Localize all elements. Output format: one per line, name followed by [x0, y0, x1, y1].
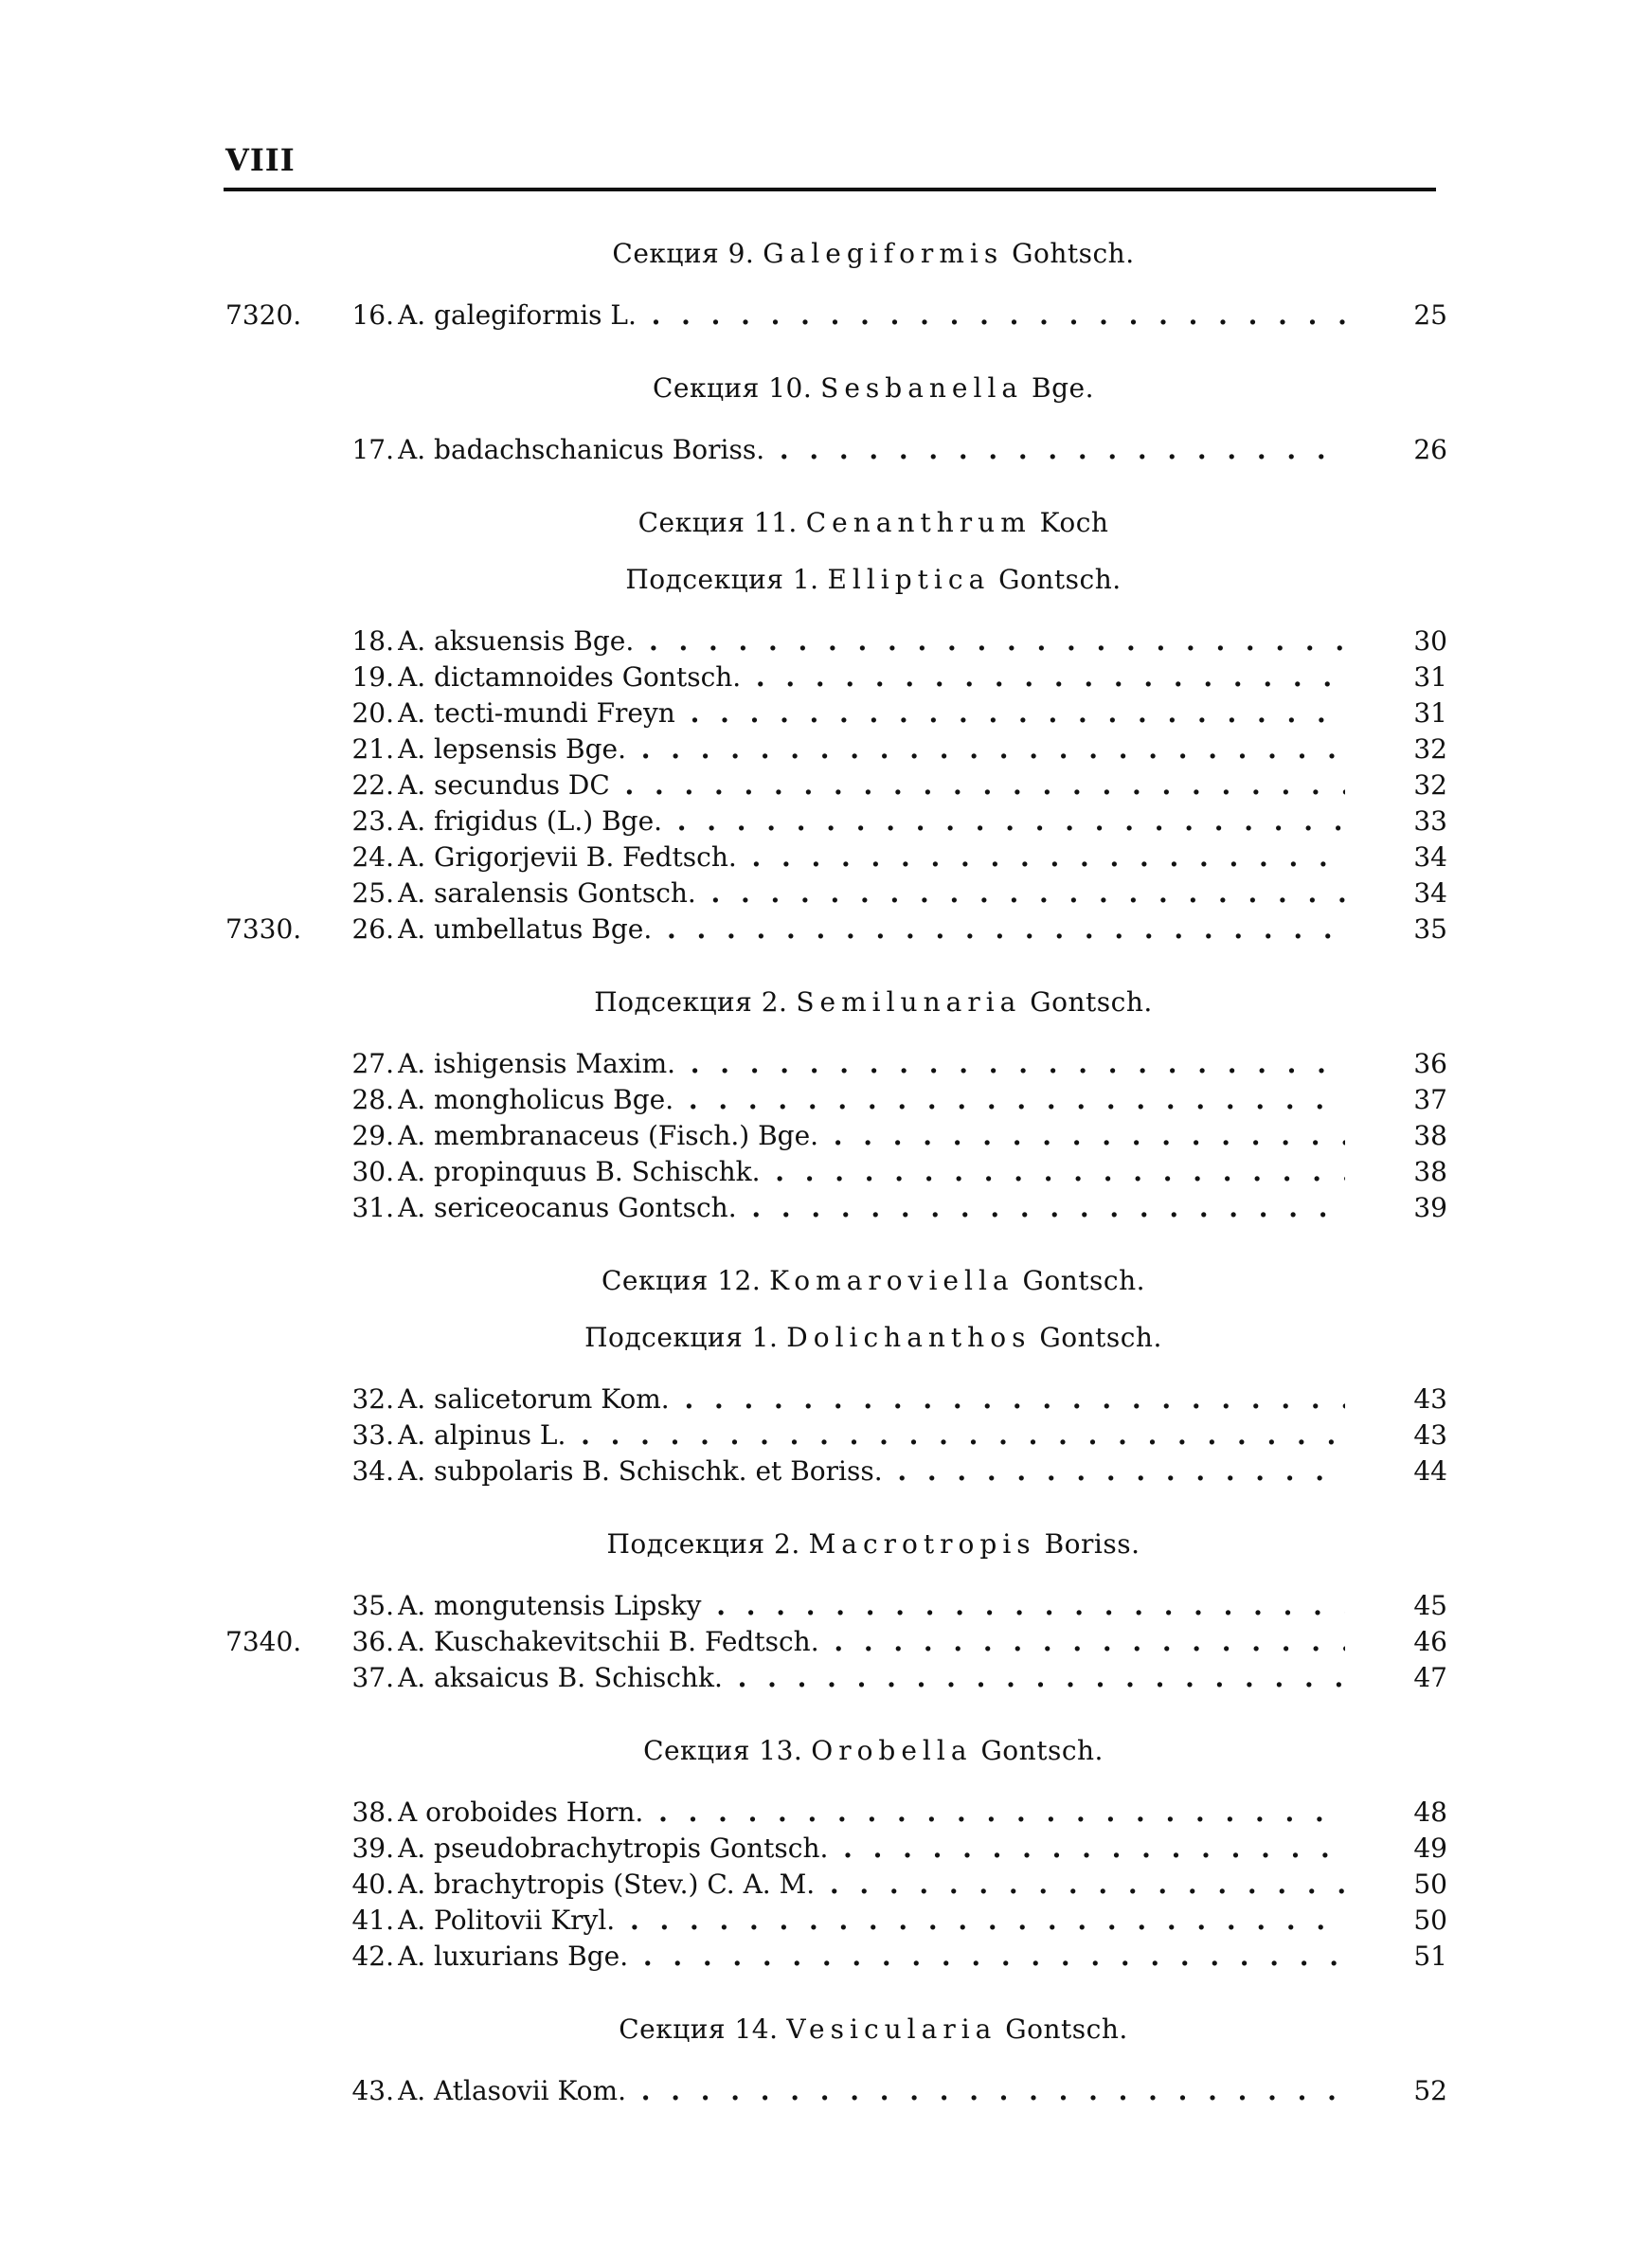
species-name: A. membranaceus (Fisch.) Bge. . . . [398, 1118, 1345, 1154]
section-label: Подсекция 2. [594, 986, 788, 1018]
toc-entry [0, 1795, 1652, 1831]
page-number: VIII [225, 142, 296, 178]
section-heading [47, 1309, 1652, 1366]
section-heading [47, 226, 1652, 282]
page-reference: 25 [1383, 298, 1447, 334]
page-reference: 46 [1383, 1624, 1447, 1660]
toc-entry [0, 1624, 1652, 1660]
entry-number: 39. [351, 1833, 394, 1864]
entry-number: 41. [351, 1905, 394, 1936]
section-heading [47, 974, 1652, 1031]
page-reference: 35 [1383, 912, 1447, 948]
toc-entry [0, 731, 1652, 767]
toc-entry [0, 695, 1652, 731]
page-reference: 37 [1383, 1082, 1447, 1118]
section-heading [47, 1253, 1652, 1309]
entry-number: 28. [351, 1084, 394, 1115]
toc-entry [0, 1903, 1652, 1939]
toc-entry [0, 912, 1652, 948]
page-reference: 50 [1383, 1867, 1447, 1903]
section-heading [47, 360, 1652, 417]
toc-entry [0, 1154, 1652, 1190]
entry-number: 35. [351, 1590, 394, 1621]
entry-number: 34. [351, 1455, 394, 1487]
toc-entry [0, 298, 1652, 334]
top-rule [224, 188, 1436, 191]
line-number: 7330. [225, 913, 302, 945]
entry-number: 36. [351, 1626, 394, 1657]
entry-number: 23. [351, 805, 394, 837]
page-reference: 47 [1383, 1660, 1447, 1696]
species-name: A oroboides Horn. . . . [398, 1795, 1345, 1831]
toc-entry [0, 1046, 1652, 1082]
species-name: A. saralensis Gontsch. . . . [398, 876, 1345, 912]
section-name: Semilunaria [796, 986, 1022, 1018]
entry-number: 31. [351, 1192, 394, 1223]
section-author: Gontsch. [1039, 1322, 1162, 1353]
page-reference: 33 [1383, 803, 1447, 840]
toc-entry [0, 2073, 1652, 2109]
species-name: A. dictamnoides Gontsch. . . . [398, 659, 1345, 695]
section-label: Подсекция 2. [606, 1528, 800, 1560]
page-reference: 34 [1383, 840, 1447, 876]
entry-number: 24. [351, 841, 394, 873]
toc-entry [0, 1082, 1652, 1118]
species-name: A. ishigensis Maxim. . . . [398, 1046, 1345, 1082]
section-label: Подсекция 1. [625, 564, 819, 595]
species-name: A. Atlasovii Kom. . . . [398, 2073, 1345, 2109]
section-label: Секция 9. [612, 238, 755, 269]
toc-entry [0, 1831, 1652, 1867]
species-name: A. Grigorjevii B. Fedtsch. . . . [398, 840, 1345, 876]
section-name: Komaroviella [769, 1265, 1015, 1296]
section-heading [47, 551, 1652, 608]
line-number: 7320. [225, 299, 302, 331]
section-name: Vesicularia [786, 2013, 997, 2045]
section-name: Galegiformis [763, 238, 1004, 269]
species-name: A. subpolaris B. Schischk. et Boriss. . . . [398, 1454, 1345, 1490]
page-reference: 32 [1383, 767, 1447, 803]
section-name: Dolichanthos [786, 1322, 1032, 1353]
section-label: Секция 14. [619, 2013, 779, 2045]
species-name: A. luxurians Bge. . . . [398, 1939, 1345, 1975]
toc-entry [0, 1660, 1652, 1696]
toc-entry [0, 432, 1652, 468]
page-reference: 45 [1383, 1588, 1447, 1624]
page-reference: 44 [1383, 1454, 1447, 1490]
section-label: Подсекция 1. [584, 1322, 779, 1353]
section-heading [47, 1723, 1652, 1779]
toc-entry [0, 623, 1652, 659]
species-name: A. salicetorum Kom. . . . [398, 1381, 1345, 1417]
species-name: A. propinquus B. Schischk. . . . [398, 1154, 1345, 1190]
entry-number: 22. [351, 769, 394, 801]
page-reference: 26 [1383, 432, 1447, 468]
entry-number: 38. [351, 1797, 394, 1828]
species-name: A. badachschanicus Boriss. . . . [398, 432, 1345, 468]
page-reference: 51 [1383, 1939, 1447, 1975]
page-reference: 34 [1383, 876, 1447, 912]
entry-number: 43. [351, 2075, 394, 2106]
page-reference: 50 [1383, 1903, 1447, 1939]
species-name: A. frigidus (L.) Bge. . . . [398, 803, 1345, 840]
entry-number: 16. [351, 299, 394, 331]
section-name: Cenanthrum [805, 507, 1032, 538]
section-label: Секция 11. [637, 507, 798, 538]
page-reference: 30 [1383, 623, 1447, 659]
toc-entry [0, 840, 1652, 876]
species-name: A. umbellatus Bge. . . . [398, 912, 1345, 948]
toc-entry [0, 1118, 1652, 1154]
toc-entry [0, 767, 1652, 803]
species-name: A. Politovii Kryl. . . . [398, 1903, 1345, 1939]
section-author: Gohtsch. [1012, 238, 1135, 269]
page-reference: 38 [1383, 1154, 1447, 1190]
page-reference: 38 [1383, 1118, 1447, 1154]
toc-entry [0, 1454, 1652, 1490]
section-name: Sesbanella [820, 372, 1024, 404]
entry-number: 32. [351, 1383, 394, 1415]
section-author: Gontsch. [998, 564, 1122, 595]
section-author: Bge. [1032, 372, 1094, 404]
species-name: A. mongutensis Lipsky . . . [398, 1588, 1345, 1624]
toc-entry [0, 1381, 1652, 1417]
section-name: Macrotropis [808, 1528, 1036, 1560]
section-author: Gontsch. [1005, 2013, 1128, 2045]
entry-number: 27. [351, 1048, 394, 1079]
entry-number: 26. [351, 913, 394, 945]
entry-number: 29. [351, 1120, 394, 1151]
page-reference: 52 [1383, 2073, 1447, 2109]
page-reference: 32 [1383, 731, 1447, 767]
entry-number: 40. [351, 1869, 394, 1900]
page-reference: 36 [1383, 1046, 1447, 1082]
section-author: Boriss. [1044, 1528, 1140, 1560]
entry-number: 33. [351, 1419, 394, 1451]
species-name: A. galegiformis L. . . . [398, 298, 1345, 334]
page-reference: 43 [1383, 1417, 1447, 1454]
section-author: Gontsch. [980, 1735, 1104, 1766]
toc-entry [0, 1417, 1652, 1454]
entry-number: 21. [351, 733, 394, 765]
toc-entry [0, 1867, 1652, 1903]
line-number: 7340. [225, 1626, 302, 1657]
entry-number: 18. [351, 625, 394, 657]
section-name: Orobella [811, 1735, 973, 1766]
species-name: A. tecti-mundi Freyn . . . [398, 695, 1345, 731]
species-name: A. pseudobrachytropis Gontsch. . . . [398, 1831, 1345, 1867]
section-heading [47, 1516, 1652, 1573]
page-reference: 48 [1383, 1795, 1447, 1831]
species-name: A. aksuensis Bge. . . . [398, 623, 1345, 659]
page-reference: 43 [1383, 1381, 1447, 1417]
page-reference: 31 [1383, 659, 1447, 695]
toc-entry [0, 1588, 1652, 1624]
species-name: A. brachytropis (Stev.) C. A. M. . . . [398, 1867, 1345, 1903]
section-author: Koch [1039, 507, 1109, 538]
toc-entry [0, 803, 1652, 840]
toc-entry [0, 876, 1652, 912]
species-name: A. Kuschakevitschii B. Fedtsch. . . . [398, 1624, 1345, 1660]
entry-number: 20. [351, 697, 394, 729]
section-label: Секция 12. [601, 1265, 762, 1296]
species-name: A. mongholicus Bge. . . . [398, 1082, 1345, 1118]
page-reference: 31 [1383, 695, 1447, 731]
page-reference: 49 [1383, 1831, 1447, 1867]
entry-number: 25. [351, 877, 394, 909]
section-author: Gontsch. [1022, 1265, 1146, 1296]
entry-number: 17. [351, 434, 394, 465]
species-name: A. alpinus L. . . . [398, 1417, 1345, 1454]
section-label: Секция 13. [643, 1735, 803, 1766]
toc-entry [0, 659, 1652, 695]
section-author: Gontsch. [1030, 986, 1153, 1018]
species-name: A. lepsensis Bge. . . . [398, 731, 1345, 767]
species-name: A. secundus DC . . . [398, 767, 1345, 803]
section-label: Секция 10. [652, 372, 813, 404]
table-of-contents [0, 226, 1652, 2136]
species-name: A. sericeocanus Gontsch. . . . [398, 1190, 1345, 1226]
species-name: A. aksaicus B. Schischk. . . . [398, 1660, 1345, 1696]
section-name: Elliptica [827, 564, 991, 595]
section-heading [47, 2001, 1652, 2058]
toc-entry [0, 1190, 1652, 1226]
entry-number: 30. [351, 1156, 394, 1187]
section-heading [47, 495, 1652, 551]
entry-number: 37. [351, 1662, 394, 1693]
entry-number: 42. [351, 1941, 394, 1972]
toc-entry [0, 1939, 1652, 1975]
entry-number: 19. [351, 661, 394, 693]
page-reference: 39 [1383, 1190, 1447, 1226]
